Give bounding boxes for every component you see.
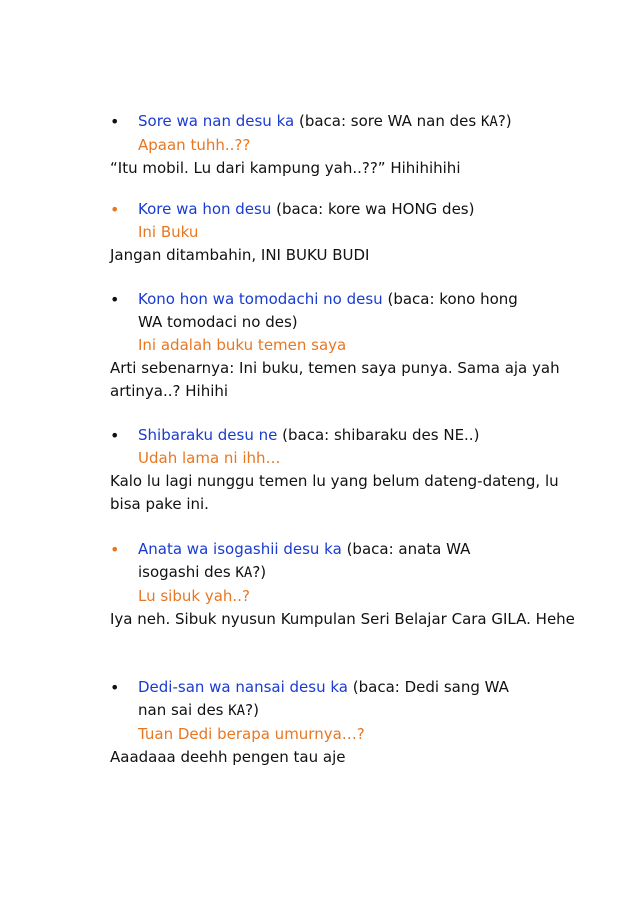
phrase-entry-2 <box>110 198 580 267</box>
phrase-line <box>110 198 580 221</box>
translation-text: Ini adalah buku temen saya <box>138 336 347 354</box>
reading-end: ?) <box>252 563 267 581</box>
japanese-phrase: Shibaraku desu ne <box>138 426 278 444</box>
reading-text: (baca: kono hong <box>387 290 518 308</box>
reading-end: ?) <box>497 112 512 130</box>
reading-text: (baca: shibaraku des NE..) <box>282 426 480 444</box>
reading-cont-text: isogashi des <box>138 563 236 581</box>
comment-text: “Itu mobil. Lu dari kampung yah..??” Hihihihihi <box>110 159 461 177</box>
phrase-entry-5 <box>110 538 580 631</box>
translation-text: Udah lama ni ihh… <box>138 449 281 467</box>
comment-text: Kalo lu lagi nunggu temen lu yang belum dateng-dateng, lu bisa pake ini. <box>110 472 559 513</box>
bullet-icon: • <box>110 200 120 219</box>
reading-text: (baca: kore wa HONG des) <box>276 200 475 218</box>
translation-text: Lu sibuk yah..? <box>138 587 250 605</box>
phrase-line <box>110 538 580 561</box>
phrase-entry-6 <box>110 676 580 769</box>
phrase-entry-1 <box>110 110 580 180</box>
phrase-line <box>110 288 580 311</box>
reading-text: (baca: sore WA nan des <box>298 112 481 130</box>
reading-continued <box>110 561 580 585</box>
bullet-icon: • <box>110 112 120 131</box>
phrase-line <box>110 424 580 447</box>
phrase-entry-4 <box>110 424 580 516</box>
phrase-entry-3 <box>110 288 580 403</box>
translation-text: Tuan Dedi berapa umurnya…? <box>138 725 365 743</box>
reading-text: (baca: Dedi sang WA <box>352 678 509 696</box>
bullet-icon: • <box>110 540 120 559</box>
japanese-phrase: Dedi-san wa nansai desu ka <box>138 678 348 696</box>
reading-text: (baca: anata WA <box>346 540 471 558</box>
comment-text: Jangan ditambahin, INI BUKU BUDI <box>110 246 370 264</box>
translation-text: Apaan tuhh..?? <box>138 136 251 154</box>
japanese-phrase: Kore wa hon desu <box>138 200 272 218</box>
comment-text: Aaadaaa deehh pengen tau aje <box>110 748 346 766</box>
reading-emphasis: KA <box>228 703 246 719</box>
japanese-phrase: Kono hon wa tomodachi no desu <box>138 290 383 308</box>
japanese-phrase: Sore wa nan desu ka <box>138 112 295 130</box>
japanese-phrase: Anata wa isogashii desu ka <box>138 540 342 558</box>
translation-text: Ini Buku <box>138 223 199 241</box>
bullet-icon: • <box>110 426 120 445</box>
comment-text: Iya neh. Sibuk nyusun Kumpulan Seri Belajar Cara GILA. Hehe <box>110 610 575 628</box>
reading-emphasis: KA <box>235 565 253 581</box>
reading-continued <box>110 699 580 723</box>
bullet-icon: • <box>110 678 120 697</box>
reading-end: ?) <box>245 701 259 719</box>
comment-text: Arti sebenarnya: Ini buku, temen saya punya. Sama aja yah artinya..? Hihihi <box>110 359 560 400</box>
reading-continued: WA tomodaci no des) <box>138 313 298 331</box>
bullet-icon: • <box>110 290 120 309</box>
reading-emphasis: KA <box>480 114 498 130</box>
phrase-line <box>110 676 580 699</box>
reading-cont-text: nan sai des <box>138 701 229 719</box>
phrase-line <box>110 110 580 134</box>
